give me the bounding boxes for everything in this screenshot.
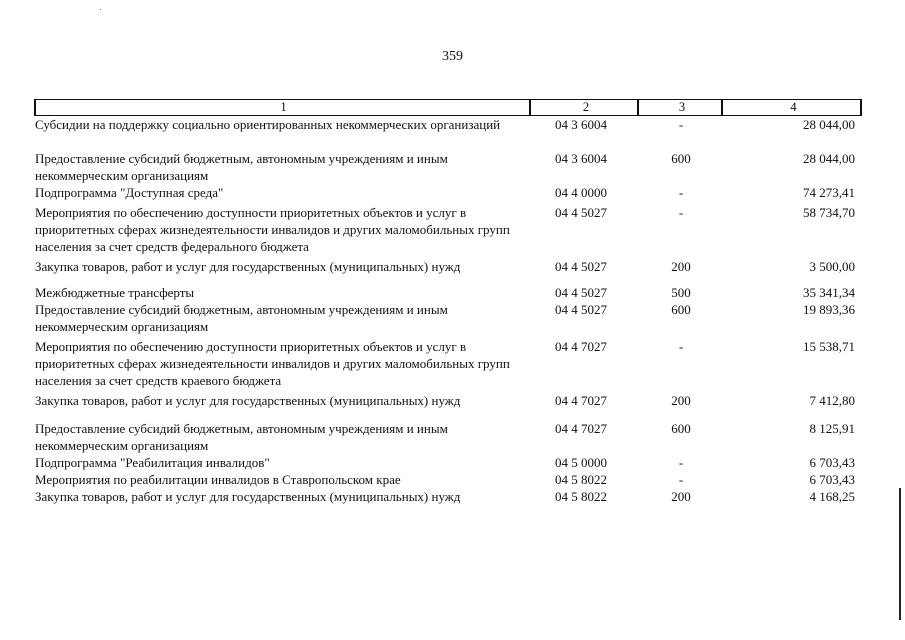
row-type: - [678,472,684,487]
column-divider-2 [637,99,639,116]
row-code: 04 5 8022 [555,472,607,487]
row-amount: 74 273,41 [803,185,855,200]
table-row [35,116,865,150]
scan-edge-mark [899,488,901,620]
row-amount: 28 044,00 [803,151,855,166]
row-type: 600 [671,302,691,317]
row-amount: 19 893,36 [803,302,855,317]
row-type: 600 [671,151,691,166]
table-row [35,301,865,338]
row-amount: 6 703,43 [809,455,855,470]
table-row [35,284,865,301]
column-header-3: 3 [678,100,686,114]
row-code: 04 3 6004 [555,117,607,132]
row-name: Подпрограмма "Реабилитация инвалидов" [35,455,270,470]
row-code: 04 4 7027 [555,421,607,436]
column-divider-3 [721,99,723,116]
row-amount: 35 341,34 [803,285,855,300]
row-name: Закупка товаров, работ и услуг для государственных (муниципальных) нужд [35,393,461,408]
row-type: 200 [671,259,691,274]
row-type: 200 [671,393,691,408]
row-code: 04 4 5027 [555,285,607,300]
row-type: - [678,185,684,200]
table-row [35,258,865,284]
row-amount: 15 538,71 [803,339,855,354]
row-type: 500 [671,285,691,300]
table-row [35,392,865,420]
row-code: 04 5 0000 [555,455,607,470]
row-name: Закупка товаров, работ и услуг для государственных (муниципальных) нужд [35,259,461,274]
table-row [35,204,865,258]
row-amount: 3 500,00 [809,259,855,274]
row-name: Мероприятия по обеспечению доступности приоритетных объектов и услуг в приоритетных сферах жизнедеятельности инвалидов и других маломобильных групп населения за счет средств федерального бюджета [35,205,510,254]
row-amount: 28 044,00 [803,117,855,132]
page-number: 359 [442,49,463,64]
table-row [35,420,865,454]
row-amount: 7 412,80 [809,393,855,408]
row-name: Мероприятия по обеспечению доступности приоритетных объектов и услуг в приоритетных сферах жизнедеятельности инвалидов и других маломобильных групп населения за счет средств краевого бюджета [35,339,510,388]
table-row [35,471,865,488]
row-code: 04 4 0000 [555,185,607,200]
row-amount: 6 703,43 [809,472,855,487]
row-code: 04 3 6004 [555,151,607,166]
table-body [35,116,865,505]
row-name: Межбюджетные трансферты [35,285,195,300]
row-code: 04 4 7027 [555,393,607,408]
scan-speck [100,9,101,10]
column-divider-1 [529,99,531,116]
row-name: Предоставление субсидий бюджетным, автономным учреждениям и иным некоммерческим организациям [35,302,448,334]
row-code: 04 4 5027 [555,302,607,317]
table-row [35,338,865,392]
row-type: - [678,455,684,470]
row-code: 04 4 7027 [555,339,607,354]
row-type: - [678,117,684,132]
row-name: Предоставление субсидий бюджетным, автономным учреждениям и иным некоммерческим организациям [35,151,448,183]
row-type: - [678,205,684,220]
column-header-4: 4 [790,100,797,114]
row-type: - [678,339,684,354]
table-row [35,184,865,204]
row-name: Мероприятия по реабилитации инвалидов в Ставропольском крае [35,472,401,487]
column-header-1: 1 [280,100,287,114]
row-type: 200 [671,489,691,504]
row-type: 600 [671,421,691,436]
row-name: Предоставление субсидий бюджетным, автономным учреждениям и иным некоммерческим организациям [35,421,448,453]
row-amount: 58 734,70 [803,205,855,220]
table-row [35,488,865,505]
row-amount: 8 125,91 [809,421,855,436]
table-row [35,454,865,471]
row-code: 04 4 5027 [555,205,607,220]
column-header-2: 2 [582,100,590,114]
table-row [35,150,865,184]
row-amount: 4 168,25 [809,489,855,504]
row-name: Подпрограмма "Доступная среда" [35,185,224,200]
table-header [34,99,862,116]
row-name: Закупка товаров, работ и услуг для государственных (муниципальных) нужд [35,489,461,504]
row-code: 04 4 5027 [555,259,607,274]
row-code: 04 5 8022 [555,489,607,504]
row-name: Субсидии на поддержку социально ориентированных некоммерческих организаций [35,117,501,132]
